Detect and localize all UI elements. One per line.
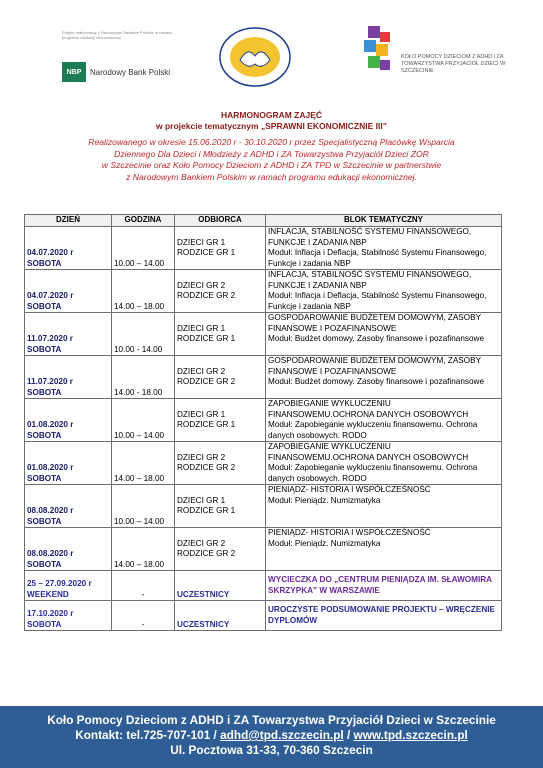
day-cell (25, 356, 112, 399)
row-topic: PIENIĄDZ- HISTORIA I WSPÓŁCZEŚNOŚĆ (268, 528, 431, 537)
row-audience-parents: RODZICE GR 1 (177, 506, 236, 515)
row-audience-parents: RODZICE GR 2 (177, 463, 236, 472)
kolo-logo-text: KOŁO POMOCY DZIECIOM Z ADHD i ZA TOWARZYSTWA PRZYJACIÓŁ DZIECI W SZCZECINIE (401, 54, 506, 74)
row-module: Moduł: Inflacja i Deflacja, Stabilność Systemu Finansowego, Funkcje i zadania NBP (268, 248, 487, 268)
row-weekday: SOBOTA (27, 619, 62, 629)
table-row (25, 601, 502, 631)
row-module: Moduł: Inflacja i Deflacja, Stabilność Systemu Finansowego, Funkcje i zadania NBP (268, 291, 487, 311)
footer-org-name: Koło Pomocy Dzieciom z ADHD i ZA Towarzystwa Przyjaciół Dzieci w Szczecinie (47, 713, 496, 727)
row-topic: INFLACJA, STABILNOŚĆ SYSTEMU FINANSOWEGO, FUNKCJE I ZADANIA NBP (268, 270, 472, 290)
table-row (25, 270, 502, 313)
row-module: Moduł: Zapobieganie wykluczeniu finansowemu. Ochrona danych osobowych. RODO (268, 420, 478, 440)
intro-line-1: Realizowanego w okresie 15.06.2020 r - 30.10.2020 r przez Specjalistyczną Placówkę Wsparcia (88, 137, 455, 147)
day-cell (25, 571, 112, 601)
row-module: Moduł: Zapobieganie wykluczeniu finansowemu. Ochrona danych osobowych. RODO (268, 463, 478, 483)
row-weekday: SOBOTA (27, 473, 62, 483)
row-module: Moduł: Budżet domowy. Zasoby finansowe i pozafinansowe (268, 334, 485, 343)
audience-cell (175, 485, 266, 528)
footer-separator: / (343, 728, 354, 742)
day-cell (25, 227, 112, 270)
time-cell (112, 528, 175, 571)
row-audience: UCZESTNICY (177, 589, 230, 599)
row-audience-parents: RODZICE GR 1 (177, 248, 236, 257)
footer-phone: Kontakt: tel.725-707-101 / (75, 728, 221, 742)
row-date: 01.08.2020 r (27, 463, 74, 472)
page-footer (0, 706, 543, 768)
topic-cell (266, 528, 502, 571)
day-cell (25, 485, 112, 528)
row-topic: GOSPODAROWANIE BUDŻETEM DOMOWYM, ZASOBY FINANSOWE I POZAFINANSOWE (268, 313, 481, 333)
time-cell (112, 313, 175, 356)
intro-text (40, 137, 503, 183)
row-date: 08.08.2020 r (27, 506, 74, 515)
tpd-logo (218, 26, 292, 88)
nbp-logo (62, 62, 170, 82)
table-row (25, 442, 502, 485)
footer-www-link[interactable]: www.tpd.szczecin.pl (353, 728, 468, 742)
table-row (25, 313, 502, 356)
time-cell (112, 227, 175, 270)
row-weekday: SOBOTA (27, 430, 62, 440)
table-row (25, 227, 502, 270)
row-weekday: WEEKEND (27, 589, 69, 599)
row-topic: PIENIĄDZ- HISTORIA I WSPÓŁCZEŚNOŚĆ (268, 485, 431, 494)
nbp-logo-box: NBP (62, 62, 86, 82)
table-row (25, 356, 502, 399)
row-time: - (141, 619, 145, 629)
row-audience-children: DZIECI GR 1 (177, 323, 226, 333)
row-audience-children: DZIECI GR 2 (177, 366, 226, 376)
topic-cell (266, 227, 502, 270)
day-cell (25, 528, 112, 571)
column-header-topic: BLOK TEMATYCZNY (266, 215, 502, 227)
row-date: 11.07.2020 r (27, 377, 73, 386)
topic-cell (266, 485, 502, 528)
row-audience-parents: RODZICE GR 1 (177, 420, 236, 429)
row-time: - (141, 589, 145, 599)
topic-cell (266, 270, 502, 313)
intro-line-2: Dziennego Dla Dzieci i Młodzieży z ADHD i ZA Towarzystwa Przyjaciół Dzieci ZOR (114, 148, 429, 159)
title-line-2: w projekcie tematycznym „SPRAWNI EKONOMICZNIE III” (156, 121, 387, 131)
row-module: Moduł: Budżet domowy. Zasoby finansowe i pozafinansowe (268, 377, 485, 386)
day-cell (25, 601, 112, 631)
table-row (25, 485, 502, 528)
row-topic: ZAPOBIEGANIE WYKLUCZENIU FINANSOWEMU.OCHRONA DANYCH OSOBOWYCH (268, 442, 469, 462)
audience-cell (175, 313, 266, 356)
day-cell (25, 270, 112, 313)
row-date: 08.08.2020 r (27, 549, 74, 558)
row-time: 14.00 – 18.00 (114, 559, 165, 569)
footer-contact (0, 728, 543, 743)
audience-cell (175, 571, 266, 601)
time-cell (112, 399, 175, 442)
row-audience-children: DZIECI GR 2 (177, 452, 226, 462)
topic-cell (266, 571, 502, 601)
row-module: Moduł: Pieniądz. Numizmatyka (268, 538, 381, 548)
day-cell (25, 313, 112, 356)
time-cell (112, 485, 175, 528)
day-cell (25, 399, 112, 442)
row-date: 11.07.2020 r (27, 334, 73, 343)
page-header (0, 0, 543, 100)
row-audience: UCZESTNICY (177, 619, 230, 629)
intro-line-3: w Szczecinie oraz Koło Pomocy Dzieciom z ADHD i ZA TPD w Szczecinie w partnerstwie (101, 160, 442, 171)
schedule-title (0, 110, 543, 132)
audience-cell (175, 356, 266, 399)
audience-cell (175, 601, 266, 631)
row-date: 04.07.2020 r (27, 248, 74, 257)
row-weekday: SOBOTA (27, 559, 62, 569)
intro-line-4: z Narodowym Bankiem Polskim w ramach programu edukacji ekonomicznej. (126, 171, 417, 182)
table-row (25, 571, 502, 601)
nbp-project-note: Projekt realizowany z Narodowym Bankiem Polskim w ramach programu edukacji ekonomicznej (62, 30, 173, 40)
row-audience-parents: RODZICE GR 2 (177, 377, 236, 386)
time-cell (112, 270, 175, 313)
day-cell (25, 442, 112, 485)
row-audience-children: DZIECI GR 2 (177, 538, 226, 548)
row-audience-parents: RODZICE GR 2 (177, 549, 236, 558)
audience-cell (175, 227, 266, 270)
row-topic: ZAPOBIEGANIE WYKLUCZENIU FINANSOWEMU.OCHRONA DANYCH OSOBOWYCH (268, 399, 469, 419)
row-topic: GOSPODAROWANIE BUDŻETEM DOMOWYM, ZASOBY FINANSOWE I POZAFINANSOWE (268, 356, 481, 376)
audience-cell (175, 399, 266, 442)
row-date: 01.08.2020 r (27, 420, 74, 429)
row-weekday: SOBOTA (27, 387, 62, 397)
row-weekday: SOBOTA (27, 258, 62, 268)
row-topic: INFLACJA, STABILNOŚĆ SYSTEMU FINANSOWEGO, FUNKCJE I ZADANIA NBP (268, 227, 472, 247)
audience-cell (175, 528, 266, 571)
row-audience-children: DZIECI GR 2 (177, 280, 226, 290)
row-time: 10.00 – 14.00 (114, 258, 165, 268)
topic-cell (266, 601, 502, 631)
column-header-audience: ODBIORCA (175, 215, 266, 227)
row-time: 14.00 – 18.00 (114, 301, 165, 311)
row-weekday: SOBOTA (27, 344, 62, 354)
table-header-row (25, 215, 502, 227)
audience-cell (175, 270, 266, 313)
row-date: 25 – 27.09.2020 r (27, 579, 92, 588)
audience-cell (175, 442, 266, 485)
schedule-table (24, 214, 502, 631)
row-time: 10.00 – 14.00 (114, 516, 165, 526)
time-cell (112, 442, 175, 485)
row-topic: UROCZYSTE PODSUMOWANIE PROJEKTU – WRĘCZENIE DYPLOMÓW (268, 605, 495, 625)
row-topic: WYCIECZKA DO „CENTRUM PIENIĄDZA IM. SŁAWOMIRA SKRZYPKA” W WARSZAWIE (268, 575, 492, 595)
nbp-logo-name: Narodowy Bank Polski (90, 67, 171, 77)
row-date: 17.10.2020 r (27, 609, 74, 618)
row-date: 04.07.2020 r (27, 291, 74, 300)
topic-cell (266, 442, 502, 485)
row-weekday: SOBOTA (27, 516, 62, 526)
row-audience-children: DZIECI GR 1 (177, 237, 226, 247)
row-time: 10.00 – 14.00 (114, 430, 165, 440)
time-cell (112, 571, 175, 601)
topic-cell (266, 356, 502, 399)
column-header-time: GODZINA (112, 215, 175, 227)
time-cell (112, 356, 175, 399)
time-cell (112, 601, 175, 631)
title-line-1: HARMONOGRAM ZAJĘĆ (220, 110, 323, 120)
row-audience-children: DZIECI GR 1 (177, 409, 226, 419)
puzzle-logo (360, 24, 398, 80)
row-audience-children: DZIECI GR 1 (177, 495, 226, 505)
table-row (25, 399, 502, 442)
topic-cell (266, 313, 502, 356)
row-audience-parents: RODZICE GR 1 (177, 334, 236, 343)
row-time: 10.00 - 14.00 (114, 344, 163, 354)
table-row (25, 528, 502, 571)
column-header-day: DZIEŃ (25, 215, 112, 227)
row-time: 14.00 - 18.00 (114, 387, 163, 397)
row-weekday: SOBOTA (27, 301, 62, 311)
row-module: Moduł: Pieniądz. Numizmatyka (268, 495, 381, 505)
footer-email-link[interactable]: adhd@tpd.szczecin.pl (220, 728, 344, 742)
row-time: 14.00 – 18.00 (114, 473, 165, 483)
row-audience-parents: RODZICE GR 2 (177, 291, 236, 300)
topic-cell (266, 399, 502, 442)
footer-address: Ul. Pocztowa 31-33, 70-360 Szczecin (170, 743, 373, 757)
